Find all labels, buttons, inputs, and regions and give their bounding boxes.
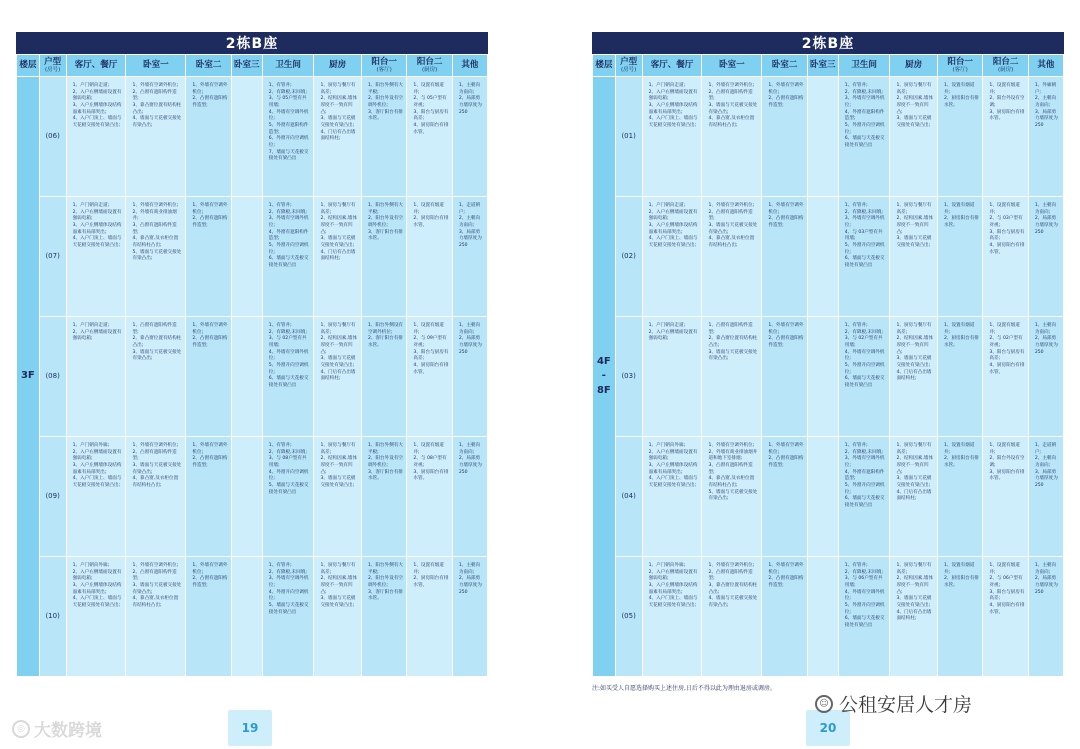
cell-balcony2 bbox=[407, 437, 452, 557]
table-row bbox=[17, 557, 488, 677]
cell-bath bbox=[262, 437, 314, 557]
cell-text: 1、主朝向为南向; 2、局部剪力墙厚度为250 bbox=[1034, 203, 1058, 235]
cell-balcony1 bbox=[937, 77, 982, 197]
cell-bed3 bbox=[807, 317, 838, 437]
cell-text: 1、设置有烟道井; 2、与 05户型有对视; 3、阳台与厨房有高差; 4、厨房阳台有排水管。 bbox=[413, 83, 449, 135]
cell-text: 1、主朝向为南向; 2、局部剪力墙厚度为250 bbox=[458, 443, 482, 475]
cell-bed1 bbox=[126, 77, 186, 197]
cell-bed3 bbox=[231, 197, 262, 317]
header-balcony2: 阳台二 (厨房) bbox=[983, 55, 1028, 77]
header-kitchen: 厨房 bbox=[890, 55, 938, 77]
header-balcony1: 阳台一 (客厅) bbox=[937, 55, 982, 77]
cell-living bbox=[66, 437, 126, 557]
header-bath: 卫生间 bbox=[262, 55, 314, 77]
cell-text: 1、厨房与餐厅有高差; 2、结构因素,墙体厚度不一致有凹凸; 3、墙面与天花板交接处有梁凸出; bbox=[896, 83, 933, 128]
cell-text: 1、有管井; 2、有降板,未回填; 3、外墙有空调外机位; 4、外窗有遮阳构件造型; 5、外窗开向空调机位; 6、墙面与天花板交接处有梁凸出 bbox=[844, 443, 885, 508]
cell-living bbox=[66, 197, 126, 317]
cell-bed1 bbox=[126, 557, 186, 677]
cell-kitchen bbox=[314, 77, 362, 197]
cell-balcony1 bbox=[361, 437, 406, 557]
cell-other bbox=[1028, 197, 1063, 317]
cell-other bbox=[452, 557, 487, 677]
cell-text: 1、外墙有空调外机位; 2、凸窗有遮阳构件造型; bbox=[768, 203, 804, 228]
table-row bbox=[593, 77, 1064, 197]
unit-number: (09) bbox=[39, 437, 66, 557]
table-row bbox=[593, 317, 1064, 437]
cell-bed3 bbox=[231, 77, 262, 197]
cell-text: 1、户门朝向走道; 2、入户右侧墙面设置有强弱电箱; 3、入户左侧墙体设结构面素有局部突出; 4、入户门顶上、墙面与天花板交接处有梁凸出; bbox=[72, 83, 122, 128]
cell-text: 1、有管井; 2、有降板,未回填; 3、与 02户型有共用墙; 4、外墙有空调外机位; 5、外窗开向空调机位; 6、墙面与天花板交接处有梁凸出 bbox=[268, 323, 309, 388]
cell-text: 1、户门朝向走道; 2、入户右侧墙面设置有强弱电箱; 3、入户左侧墙体设结构面素有局部突出; 4、入户门顶上、墙面与天花板交接处有梁凸出; bbox=[648, 203, 698, 248]
cell-bed2 bbox=[762, 557, 807, 677]
cell-text: 1、外廊朝户; 2、主朝向为南向; 3、局部剪力墙厚度为250 bbox=[1034, 83, 1058, 128]
cell-text: 1、有管井; 2、有降板,未回填; 3、与 02户型有共用墙; 4、外墙有空调外机位; 5、外窗开向空调机位; 6、墙面与天花板交接处有梁凸出 bbox=[844, 323, 885, 388]
cell-text: 1、外墙有空调外机位; 2、凸窗有遮阳构件造型; 3、墙面与天花板交接处有梁凸出; 4、靠凸窗,及衣柜位置有结构柱凸出; bbox=[708, 203, 758, 248]
cell-text: 1、主朝向为南向; 2、局部剪力墙厚度为250 bbox=[458, 83, 482, 115]
cell-balcony1 bbox=[361, 317, 406, 437]
header-other: 其他 bbox=[452, 55, 487, 77]
cell-text: 1、户门朝向外廊; 2、入户右侧墙面设置有强弱电箱; 3、入户左侧墙体设结构面素有局部突出; 4、入户门顶上、墙面与天花板交接处有梁凸出; bbox=[72, 563, 122, 608]
cell-bath bbox=[838, 437, 890, 557]
cell-balcony2 bbox=[407, 557, 452, 677]
cell-text: 1、主朝向为南向; 2、局部剪力墙厚度为250 bbox=[1034, 323, 1058, 355]
cell-text: 1、外墙有空调外机位; 2、凸窗有遮阳构件造型; bbox=[192, 83, 228, 108]
cell-bed2 bbox=[186, 557, 231, 677]
unit-number: (08) bbox=[39, 317, 66, 437]
cell-text: 1、厨房与餐厅有高差; 2、结构因素,墙体厚度不一致有凹凸; 3、墙面与天花板交接处有梁凸出; bbox=[320, 563, 357, 608]
cell-bed2 bbox=[762, 77, 807, 197]
cell-text: 1、外墙有空调外机位; 2、凸窗有遮阳构件造型; bbox=[768, 83, 804, 108]
cell-text: 1、外墙有空调外机位; 2、外墙有商业排油烟井; 3、凸窗有遮阳构件造型; 4、靠凸窗,及衣柜位置有结构柱凸出; 5、墙面与天花板交接处有梁凸出; bbox=[132, 203, 182, 262]
cell-text: 1、有管井; 2、有降板,未回填; 3、与 08户型有共用墙; 4、外窗开向空调机位; 5、墙面与天花板交接处有梁凸出 bbox=[268, 443, 309, 495]
header-living: 客厅、餐厅 bbox=[66, 55, 126, 77]
cell-balcony1 bbox=[361, 197, 406, 317]
page-title: 2栋B座 bbox=[16, 32, 488, 54]
cell-kitchen bbox=[890, 437, 938, 557]
header-bed3: 卧室三 bbox=[807, 55, 838, 77]
table-row bbox=[17, 437, 488, 557]
cell-text: 1、设置有烟道井; 2、厨房阳台有排水管。 bbox=[413, 563, 449, 588]
cell-text: 1、阳台外侧有大平板; 2、阳台外设有空调外机位; 3、客厅阳台有排水管。 bbox=[367, 203, 404, 242]
cell-bed2 bbox=[762, 437, 807, 557]
cell-balcony2 bbox=[983, 77, 1028, 197]
header-bath: 卫生间 bbox=[838, 55, 890, 77]
cell-bed2 bbox=[762, 197, 807, 317]
cell-bath bbox=[838, 557, 890, 677]
cell-text: 1、凸窗有遮阳构件造型; 2、靠凸窗位置有结构柱凸出; 3、墙面与天花板交接处有梁凸出; bbox=[132, 323, 182, 362]
cell-balcony1 bbox=[361, 557, 406, 677]
cell-living bbox=[66, 77, 126, 197]
cell-bath bbox=[262, 317, 314, 437]
cell-text: 1、设置有烟道井; 2、厨房阳台有排水管。 bbox=[943, 323, 980, 348]
page-left bbox=[16, 32, 488, 677]
cell-bed3 bbox=[807, 77, 838, 197]
cell-text: 1、主朝向为南向; 2、局部剪力墙厚度为250 bbox=[458, 563, 482, 595]
cell-balcony2 bbox=[407, 197, 452, 317]
cell-bed1 bbox=[702, 317, 762, 437]
cell-text: 1、凸窗有遮阳构件造型; 2、靠凸窗位置有结构柱凸出; 3、墙面与天花板交接处有梁凸出; bbox=[708, 323, 758, 362]
cell-text: 1、厨房与餐厅有高差; 2、结构因素,墙体厚度不一致有凹凸; 3、墙面与天花板交接处有梁凸出; 4、门后有凸出墙面结构柱; bbox=[320, 83, 357, 142]
cell-text: 1、有管井; 2、有降板,未回填; 3、外墙有空调外机位; 4、外窗开向空调机位; 5、墙面与天花板交接处有梁凸出 bbox=[268, 563, 309, 615]
cell-bath bbox=[838, 77, 890, 197]
header-balcony2: 阳台二 (厨房) bbox=[407, 55, 452, 77]
cell-text: 1、设置有烟道井; 2、厨房阳台有排水管。 bbox=[413, 203, 449, 228]
cell-balcony2 bbox=[983, 317, 1028, 437]
cell-bath bbox=[838, 197, 890, 317]
cell-kitchen bbox=[890, 77, 938, 197]
cell-balcony1 bbox=[937, 557, 982, 677]
cell-text: 1、厨房与餐厅有高差; 2、结构因素,墙体厚度不一致有凹凸; 3、墙面与天花板交接处有梁凸出; 4、门后有凸出墙面结构柱; bbox=[896, 563, 933, 622]
cell-text: 1、设置有烟道井; 2、厨房阳台有排水管。 bbox=[943, 83, 980, 108]
cell-kitchen bbox=[314, 557, 362, 677]
cell-other bbox=[452, 437, 487, 557]
cell-text: 1、外墙有空调外机位; 2、凸窗有遮阳构件造型; 3、靠凸窗位置有结构柱凸出; 4、墙面与天花板交接处有梁凸出; bbox=[708, 563, 758, 608]
cell-text: 1、有管井; 2、有降板,未回填; 3、外墙有空调外机位; 4、外窗有遮阳构件造型; 5、外窗开向空调机位; 6、墙面与天花板交接处有梁凸出 bbox=[844, 83, 885, 148]
cell-text: 1、有管井; 2、有降板,未回填; 3、外墙有空调外机位; 4、外窗有遮阳构件造型; 5、外窗开向空调机位; 6、墙面与天花板交接处有梁凸出 bbox=[268, 203, 309, 268]
unit-number: (04) bbox=[615, 437, 642, 557]
cell-text: 1、户门朝向外廊; 2、入户右侧墙面设置有强弱电箱; 3、入户左侧墙体设结构面素有局部突出; 4、入户门顶上、墙面与天花板交接处有梁凸出; bbox=[648, 563, 698, 608]
cell-text: 1、外墙有空调外机位; 2、凸窗有遮阳构件造型; 3、墙面与天花板交接处有梁凸出; 4、靠凸窗,及衣柜位置有结构柱凸出; bbox=[708, 83, 758, 128]
cell-balcony1 bbox=[361, 77, 406, 197]
cell-bed2 bbox=[186, 317, 231, 437]
cell-text: 1、有管井; 2、有降板,未回填; 3、外墙有空调外机位; 4、与 03户型有共用墙; 5、外窗开向空调机位; 6、墙面与天花板交接处有梁凸出 bbox=[844, 203, 885, 268]
cell-bed1 bbox=[702, 557, 762, 677]
unit-number: (01) bbox=[615, 77, 642, 197]
cell-other bbox=[1028, 437, 1063, 557]
cell-bed2 bbox=[186, 437, 231, 557]
cell-text: 1、有管井; 2、有降板,未回填; 3、与 06户型有共用墙; 4、外墙有空调外机位; 5、外窗开向空调机位; 6、墙面与天花板交接处有梁凸出 bbox=[844, 563, 885, 628]
cell-living bbox=[66, 557, 126, 677]
cell-bath bbox=[262, 77, 314, 197]
header-floor: 楼层 bbox=[593, 55, 616, 77]
cell-kitchen bbox=[890, 557, 938, 677]
cell-text: 1、设置有烟道井; 2、阳台外设有空调; 3、厨房阳台有排水管。 bbox=[989, 83, 1025, 122]
cell-balcony2 bbox=[983, 197, 1028, 317]
cell-text: 1、户门朝向走道; 2、入户右侧墙面设置有强弱电箱; bbox=[72, 323, 122, 342]
cell-text: 1、设置有烟道井; 2、与 06户型有对视; 3、阳台与厨房有高差; 4、厨房阳台有排水管。 bbox=[989, 563, 1025, 615]
cell-text: 1、厨房与餐厅有高差; 2、结构因素,墙体厚度不一致有凹凸; 3、墙面与天花板交接处有梁凸出; 4、门后有凸出墙面结构柱; bbox=[896, 443, 933, 502]
unit-number: (07) bbox=[39, 197, 66, 317]
unit-number: (06) bbox=[39, 77, 66, 197]
cell-text: 1、设置有烟道井; 2、厨房阳台有排水管。 bbox=[943, 443, 980, 468]
cell-living bbox=[642, 437, 702, 557]
cell-balcony2 bbox=[983, 557, 1028, 677]
header-living: 客厅、餐厅 bbox=[642, 55, 702, 77]
cell-other bbox=[1028, 557, 1063, 677]
cell-bed3 bbox=[231, 317, 262, 437]
cell-text: 1、厨房与餐厅有高差; 2、结构因素,墙体厚度不一致有凹凸; 3、墙面与天花板交接处有梁凸出; 4、门后有凸出墙面结构柱; bbox=[320, 323, 357, 382]
cell-text: 1、外墙有空调外机位; 2、凸窗有遮阳构件造型; bbox=[768, 323, 804, 348]
cell-text: 1、户门朝向走道; 2、入户右侧墙面设置有强弱电箱; bbox=[648, 323, 698, 342]
cell-other bbox=[1028, 317, 1063, 437]
cell-text: 1、外墙有空调外机位; 2、凸窗有遮阳构件造型; bbox=[192, 563, 228, 588]
cell-bath bbox=[838, 317, 890, 437]
cell-text: 1、走道朝户; 2、主朝向为南向; 3、局部剪力墙厚度为250 bbox=[458, 203, 482, 248]
header-unit-type: 户型 (房号) bbox=[615, 55, 642, 77]
cell-text: 1、户门朝向走道; 2、入户右侧墙面设置有强弱电箱; 3、入户左侧墙体设结构面素有局部突出; 4、入户门顶上、墙面与天花板交接处有梁凸出; bbox=[72, 203, 122, 248]
cell-bed3 bbox=[231, 557, 262, 677]
cell-text: 1、厨房与餐厅有高差; 2、结构因素,墙体厚度不一致有凹凸; 3、墙面与天花板交接处有梁凸出; bbox=[320, 443, 357, 488]
cell-bed1 bbox=[702, 437, 762, 557]
unit-defect-table bbox=[16, 54, 488, 677]
cell-text: 1、户门朝向外廊; 2、入户右侧墙面设置有强弱电箱; 3、入户左侧墙体设结构面素有局部突出; 4、入户门顶上、墙面与天花板交接处有梁凸出; bbox=[648, 443, 698, 488]
cell-text: 1、设置有烟道井; 2、与 03户型有对视; 3、阳台与厨房有高差; 4、厨房阳台有排水管。 bbox=[989, 203, 1025, 255]
header-bed1: 卧室一 bbox=[702, 55, 762, 77]
cell-bed3 bbox=[807, 197, 838, 317]
header-bed1: 卧室一 bbox=[126, 55, 186, 77]
cell-bed2 bbox=[186, 197, 231, 317]
cell-text: 1、阳台外侧有大平板; 2、阳台外设有空调外机位; 3、客厅阳台有排水管。 bbox=[367, 83, 404, 122]
cell-text: 1、设置有烟道井; 2、与 09户型有对视; 3、阳台与厨房有高差; 4、厨房阳台有排水管。 bbox=[413, 323, 449, 375]
cell-balcony1 bbox=[937, 317, 982, 437]
cell-kitchen bbox=[314, 197, 362, 317]
header-bed3: 卧室三 bbox=[231, 55, 262, 77]
cell-balcony1 bbox=[937, 437, 982, 557]
header-bed2: 卧室二 bbox=[762, 55, 807, 77]
cell-other bbox=[452, 197, 487, 317]
cell-text: 1、外墙有空调外机位; 2、凸窗有遮阳构件造型; 3、墙面与天花板交接处有梁凸出; 4、靠凸窗,及衣柜位置有结构柱凸出; bbox=[132, 443, 182, 488]
cell-text: 1、设置有烟道井; 2、与 02户型有对视; 3、阳台与厨房有高差; 4、厨房阳台有排水管。 bbox=[989, 323, 1025, 375]
cell-bed3 bbox=[807, 557, 838, 677]
cell-text: 1、厨房与餐厅有高差; 2、结构因素,墙体厚度不一致有凹凸; 3、墙面与天花板交接处有梁凸出; bbox=[896, 203, 933, 248]
cell-living bbox=[642, 77, 702, 197]
cell-text: 1、外墙有空调外机位; 2、凸窗有遮阳构件造型; bbox=[768, 443, 804, 468]
unit-defect-table bbox=[592, 54, 1064, 677]
cell-bed2 bbox=[186, 77, 231, 197]
cell-text: 1、设置有烟道井; 2、与 08户型有对视; 3、厨房阳台有排水管。 bbox=[413, 443, 449, 482]
table-row bbox=[17, 77, 488, 197]
cell-bath bbox=[262, 557, 314, 677]
cell-text: 1、设置有烟道井; 2、阳台外设有空调; 3、厨房阳台有排水管。 bbox=[989, 443, 1025, 482]
cell-text: 1、走道朝户; 2、主朝向为南向; 3、局部剪力墙厚度为250 bbox=[1034, 443, 1058, 488]
cell-bed1 bbox=[126, 317, 186, 437]
cell-bed2 bbox=[762, 317, 807, 437]
cell-text: 1、设置有烟道井; 2、厨房阳台有排水管。 bbox=[943, 563, 980, 588]
cell-text: 1、阳台外侧设有空调外机位; 2、客厅阳台有排水管。 bbox=[367, 323, 404, 348]
header-balcony1: 阳台一 (客厅) bbox=[361, 55, 406, 77]
cell-bed1 bbox=[126, 197, 186, 317]
cell-text: 1、户门朝向外廊; 2、入户右侧墙面设置有强弱电箱; 3、入户左侧墙体设结构面素有局部突出; 4、入户门顶上、墙面与天花板交接处有梁凸出; bbox=[72, 443, 122, 488]
cell-bed3 bbox=[807, 437, 838, 557]
footnote: 注:如买受人自愿选择购买上述住房,日后不得以此为理由退房或调房。 bbox=[592, 685, 776, 692]
cell-other bbox=[452, 77, 487, 197]
header-kitchen: 厨房 bbox=[314, 55, 362, 77]
table-header-row bbox=[17, 55, 488, 77]
floor-label: 4F - 8F bbox=[593, 77, 616, 677]
cell-living bbox=[642, 317, 702, 437]
cell-kitchen bbox=[314, 437, 362, 557]
cell-text: 1、阳台外侧有大平板; 2、阳台外设有空调外机位; 3、客厅阳台有排水管。 bbox=[367, 443, 404, 482]
cell-living bbox=[642, 557, 702, 677]
cell-text: 1、阳台外侧有大平板; 2、阳台外设有空调外机位; 3、客厅阳台有排水管。 bbox=[367, 563, 404, 602]
cell-bed1 bbox=[702, 77, 762, 197]
cell-text: 1、主朝向为南向; 2、局部剪力墙厚度为250 bbox=[1034, 563, 1058, 595]
page-right bbox=[592, 32, 1064, 677]
watermark-left: ◎ 大数跨境 bbox=[12, 716, 102, 741]
table-row bbox=[17, 317, 488, 437]
header-floor: 楼层 bbox=[17, 55, 40, 77]
cell-text: 1、外墙有空调外机位; 2、凸窗有遮阳构件造型; bbox=[768, 563, 804, 588]
page-title: 2栋B座 bbox=[592, 32, 1064, 54]
cell-bed3 bbox=[231, 437, 262, 557]
cell-text: 1、有管井; 2、有降板,未回填; 3、与 05户型有共用墙; 4、外墙有空调外机位; 5、外窗有遮阳构件造型; 6、外窗开向空调机位; 7、墙面与天花板交接处有梁凸出 bbox=[268, 83, 309, 162]
cell-living bbox=[66, 317, 126, 437]
cell-balcony1 bbox=[937, 197, 982, 317]
cell-other bbox=[452, 317, 487, 437]
cell-bath bbox=[262, 197, 314, 317]
table-row bbox=[593, 437, 1064, 557]
floor-label: 3F bbox=[17, 77, 40, 677]
cell-kitchen bbox=[314, 317, 362, 437]
header-unit-type: 户型 (房号) bbox=[39, 55, 66, 77]
page-number: 19 bbox=[228, 710, 272, 746]
table-header-row bbox=[593, 55, 1064, 77]
unit-number: (10) bbox=[39, 557, 66, 677]
header-bed2: 卧室二 bbox=[186, 55, 231, 77]
cell-other bbox=[1028, 77, 1063, 197]
unit-number: (02) bbox=[615, 197, 642, 317]
cell-text: 1、外墙有空调外机位; 2、凸窗有遮阳构件造型; 3、墙面与天花板交接处有梁凸出; 4、靠凸窗,及衣柜位置有结构柱凸出; bbox=[132, 563, 182, 608]
cell-text: 1、外墙有空调外机位; 2、凸窗有遮阳构件造型; 3、靠凸窗位置有结构柱凸出; 4、墙面与天花板交接处有梁凸出; bbox=[132, 83, 182, 128]
cell-living bbox=[642, 197, 702, 317]
cell-text: 1、外墙有空调外机位; 2、凸窗有遮阳构件造型; bbox=[192, 443, 228, 468]
cell-balcony2 bbox=[407, 77, 452, 197]
cell-kitchen bbox=[890, 317, 938, 437]
watermark-right: ☺ 公租安居人才房 bbox=[815, 690, 972, 717]
cell-text: 1、设置有烟道井; 2、厨房阳台有排水管。 bbox=[943, 203, 980, 228]
unit-number: (03) bbox=[615, 317, 642, 437]
cell-text: 1、户门朝向走道; 2、入户右侧墙面设置有强弱电箱; 3、入户左侧墙体设结构面素有局部突出; 4、入户门顶上、墙面与天花板交接处有梁凸出; bbox=[648, 83, 698, 128]
cell-kitchen bbox=[890, 197, 938, 317]
unit-number: (05) bbox=[615, 557, 642, 677]
cell-bed1 bbox=[126, 437, 186, 557]
page-number: 20 bbox=[806, 710, 850, 746]
cell-text: 1、外墙有空调外机位; 2、凸窗有遮阳构件造型; bbox=[192, 323, 228, 348]
table-row bbox=[17, 197, 488, 317]
cell-text: 1、厨房与餐厅有高差; 2、结构因素,墙体厚度不一致有凹凸; 3、墙面与天花板交接处有梁凸出; 4、门后有凸出墙面结构柱; bbox=[320, 203, 357, 262]
cell-balcony2 bbox=[983, 437, 1028, 557]
cell-bed1 bbox=[702, 197, 762, 317]
cell-text: 1、外墙有空调外机位; 2、外墙有商业排油烟井道和地下室排烟; 3、凸窗有遮阳构件造型; 4、靠凸窗,及衣柜位置有结构柱凸出; 5、墙面与天花板交接处有梁凸出; bbox=[708, 443, 758, 502]
cell-text: 1、外墙有空调外机位; 2、凸窗有遮阳构件造型; bbox=[192, 203, 228, 228]
table-row bbox=[593, 557, 1064, 677]
header-other: 其他 bbox=[1028, 55, 1063, 77]
logo-icon: ☺ bbox=[815, 695, 833, 713]
cell-text: 1、主朝向为南向; 2、局部剪力墙厚度为250 bbox=[458, 323, 482, 355]
cell-balcony2 bbox=[407, 317, 452, 437]
logo-icon: ◎ bbox=[12, 720, 30, 738]
cell-text: 1、厨房与餐厅有高差; 2、结构因素,墙体厚度不一致有凹凸; 3、墙面与天花板交接处有梁凸出; 4、门后有凸出墙面结构柱; bbox=[896, 323, 933, 382]
table-row bbox=[593, 197, 1064, 317]
